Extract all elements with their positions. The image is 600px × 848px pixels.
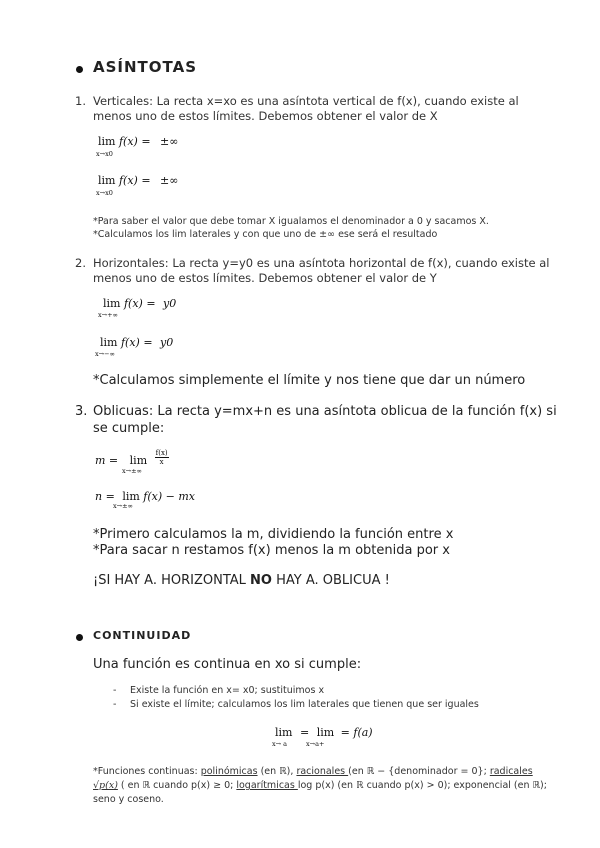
warning-text: ¡SI HAY A. HORIZONTAL NO HAY A. OBLICUA ! bbox=[93, 573, 390, 588]
section-bullet bbox=[76, 66, 83, 73]
condition-item: Si existe el límite; calculamos los lim laterales que tienen que ser iguales bbox=[130, 699, 479, 710]
item-text-line: menos uno de estos límites. Debemos obtener el valor de X bbox=[93, 109, 438, 123]
limit-subscript: x→+∞ bbox=[98, 311, 118, 319]
equation-value: y0 bbox=[160, 336, 174, 349]
equation-expression: f(x) = bbox=[118, 135, 151, 148]
limit-equation: lim f(x) = ±∞ bbox=[98, 135, 179, 148]
oblique-m-equation: m = lim $\frac{f(x)}{x}$ bbox=[95, 448, 168, 467]
intro-text: Una función es continua en xo si cumple: bbox=[93, 657, 362, 672]
item-text-line: Verticales: La recta x=xo es una asíntota vertical de f(x), cuando existe al bbox=[93, 94, 519, 108]
list-dash: - bbox=[113, 699, 117, 710]
note: *Calculamos simplemente el límite y nos tiene que dar un número bbox=[93, 373, 526, 388]
equation-expression: f(x) = bbox=[118, 174, 151, 187]
equation-value: y0 bbox=[163, 297, 177, 310]
equation-value: ±∞ bbox=[160, 135, 179, 148]
note: *Primero calculamos la m, dividiendo la función entre x bbox=[93, 527, 454, 542]
limit-subscript: x→±∞ bbox=[122, 467, 142, 475]
note: *Para saber el valor que debe tomar X igualamos el denominador a 0 y sacamos X. bbox=[93, 216, 489, 227]
equation-expression: f(x) = bbox=[120, 336, 153, 349]
item-number: 3. bbox=[75, 404, 88, 419]
limit-subscript: x→ a bbox=[272, 740, 288, 748]
limit-subscript: x→x0 bbox=[96, 189, 113, 197]
item-text-line: Oblicuas: La recta y=mx+n es una asíntota oblicua de la función f(x) si bbox=[93, 404, 557, 419]
fraction: $\frac{f(x)}{x}$ bbox=[155, 448, 168, 466]
limit-subscript: x→−∞ bbox=[95, 350, 115, 358]
limit-equation: lim f(x) = ±∞ bbox=[98, 174, 179, 187]
note: *Para sacar n restamos f(x) menos la m obtenida por x bbox=[93, 543, 450, 558]
item-text-line: se cumple: bbox=[93, 421, 165, 436]
equation-value: ±∞ bbox=[160, 174, 179, 187]
continuity-equation: lim = lim = f(a) bbox=[275, 726, 373, 739]
item-number: 1. bbox=[75, 94, 86, 108]
limit-subscript: x→x0 bbox=[96, 150, 113, 158]
section-bullet bbox=[76, 634, 83, 641]
item-text-line: Horizontales: La recta y=y0 es una asíntota horizontal de f(x), cuando existe al bbox=[93, 256, 550, 270]
limit-subscript: x→a+ bbox=[306, 740, 325, 748]
footnote: *Funciones continuas: polinómicas (en ℝ), racionales (en ℝ − {denominador = 0}; radicales √p(x) ( en ℝ cuando p(x) ≥ 0; logarítmicas log p(x) (en ℝ cuando p(x) > 0); exponencial (en ℝ); seno y coseno. bbox=[93, 766, 547, 805]
equation-expression: f(x) = bbox=[123, 297, 156, 310]
limit-subscript: x→±∞ bbox=[113, 502, 133, 510]
item-text-line: menos uno de estos límites. Debemos obtener el valor de Y bbox=[93, 271, 437, 285]
limit-equation: lim f(x) = y0 bbox=[100, 336, 174, 349]
limit-equation: lim f(x) = y0 bbox=[103, 297, 177, 310]
note: *Calculamos los lim laterales y con que uno de ±∞ ese será el resultado bbox=[93, 229, 438, 240]
section-title-continuidad: CONTINUIDAD bbox=[93, 629, 192, 642]
item-number: 2. bbox=[75, 256, 86, 270]
section-title-asintotas: ASÍNTOTAS bbox=[93, 58, 198, 76]
condition-item: Existe la función en x= x0; sustituimos x bbox=[130, 685, 325, 696]
oblique-n-equation: n = lim f(x) − mx bbox=[95, 490, 195, 503]
list-dash: - bbox=[113, 685, 117, 696]
